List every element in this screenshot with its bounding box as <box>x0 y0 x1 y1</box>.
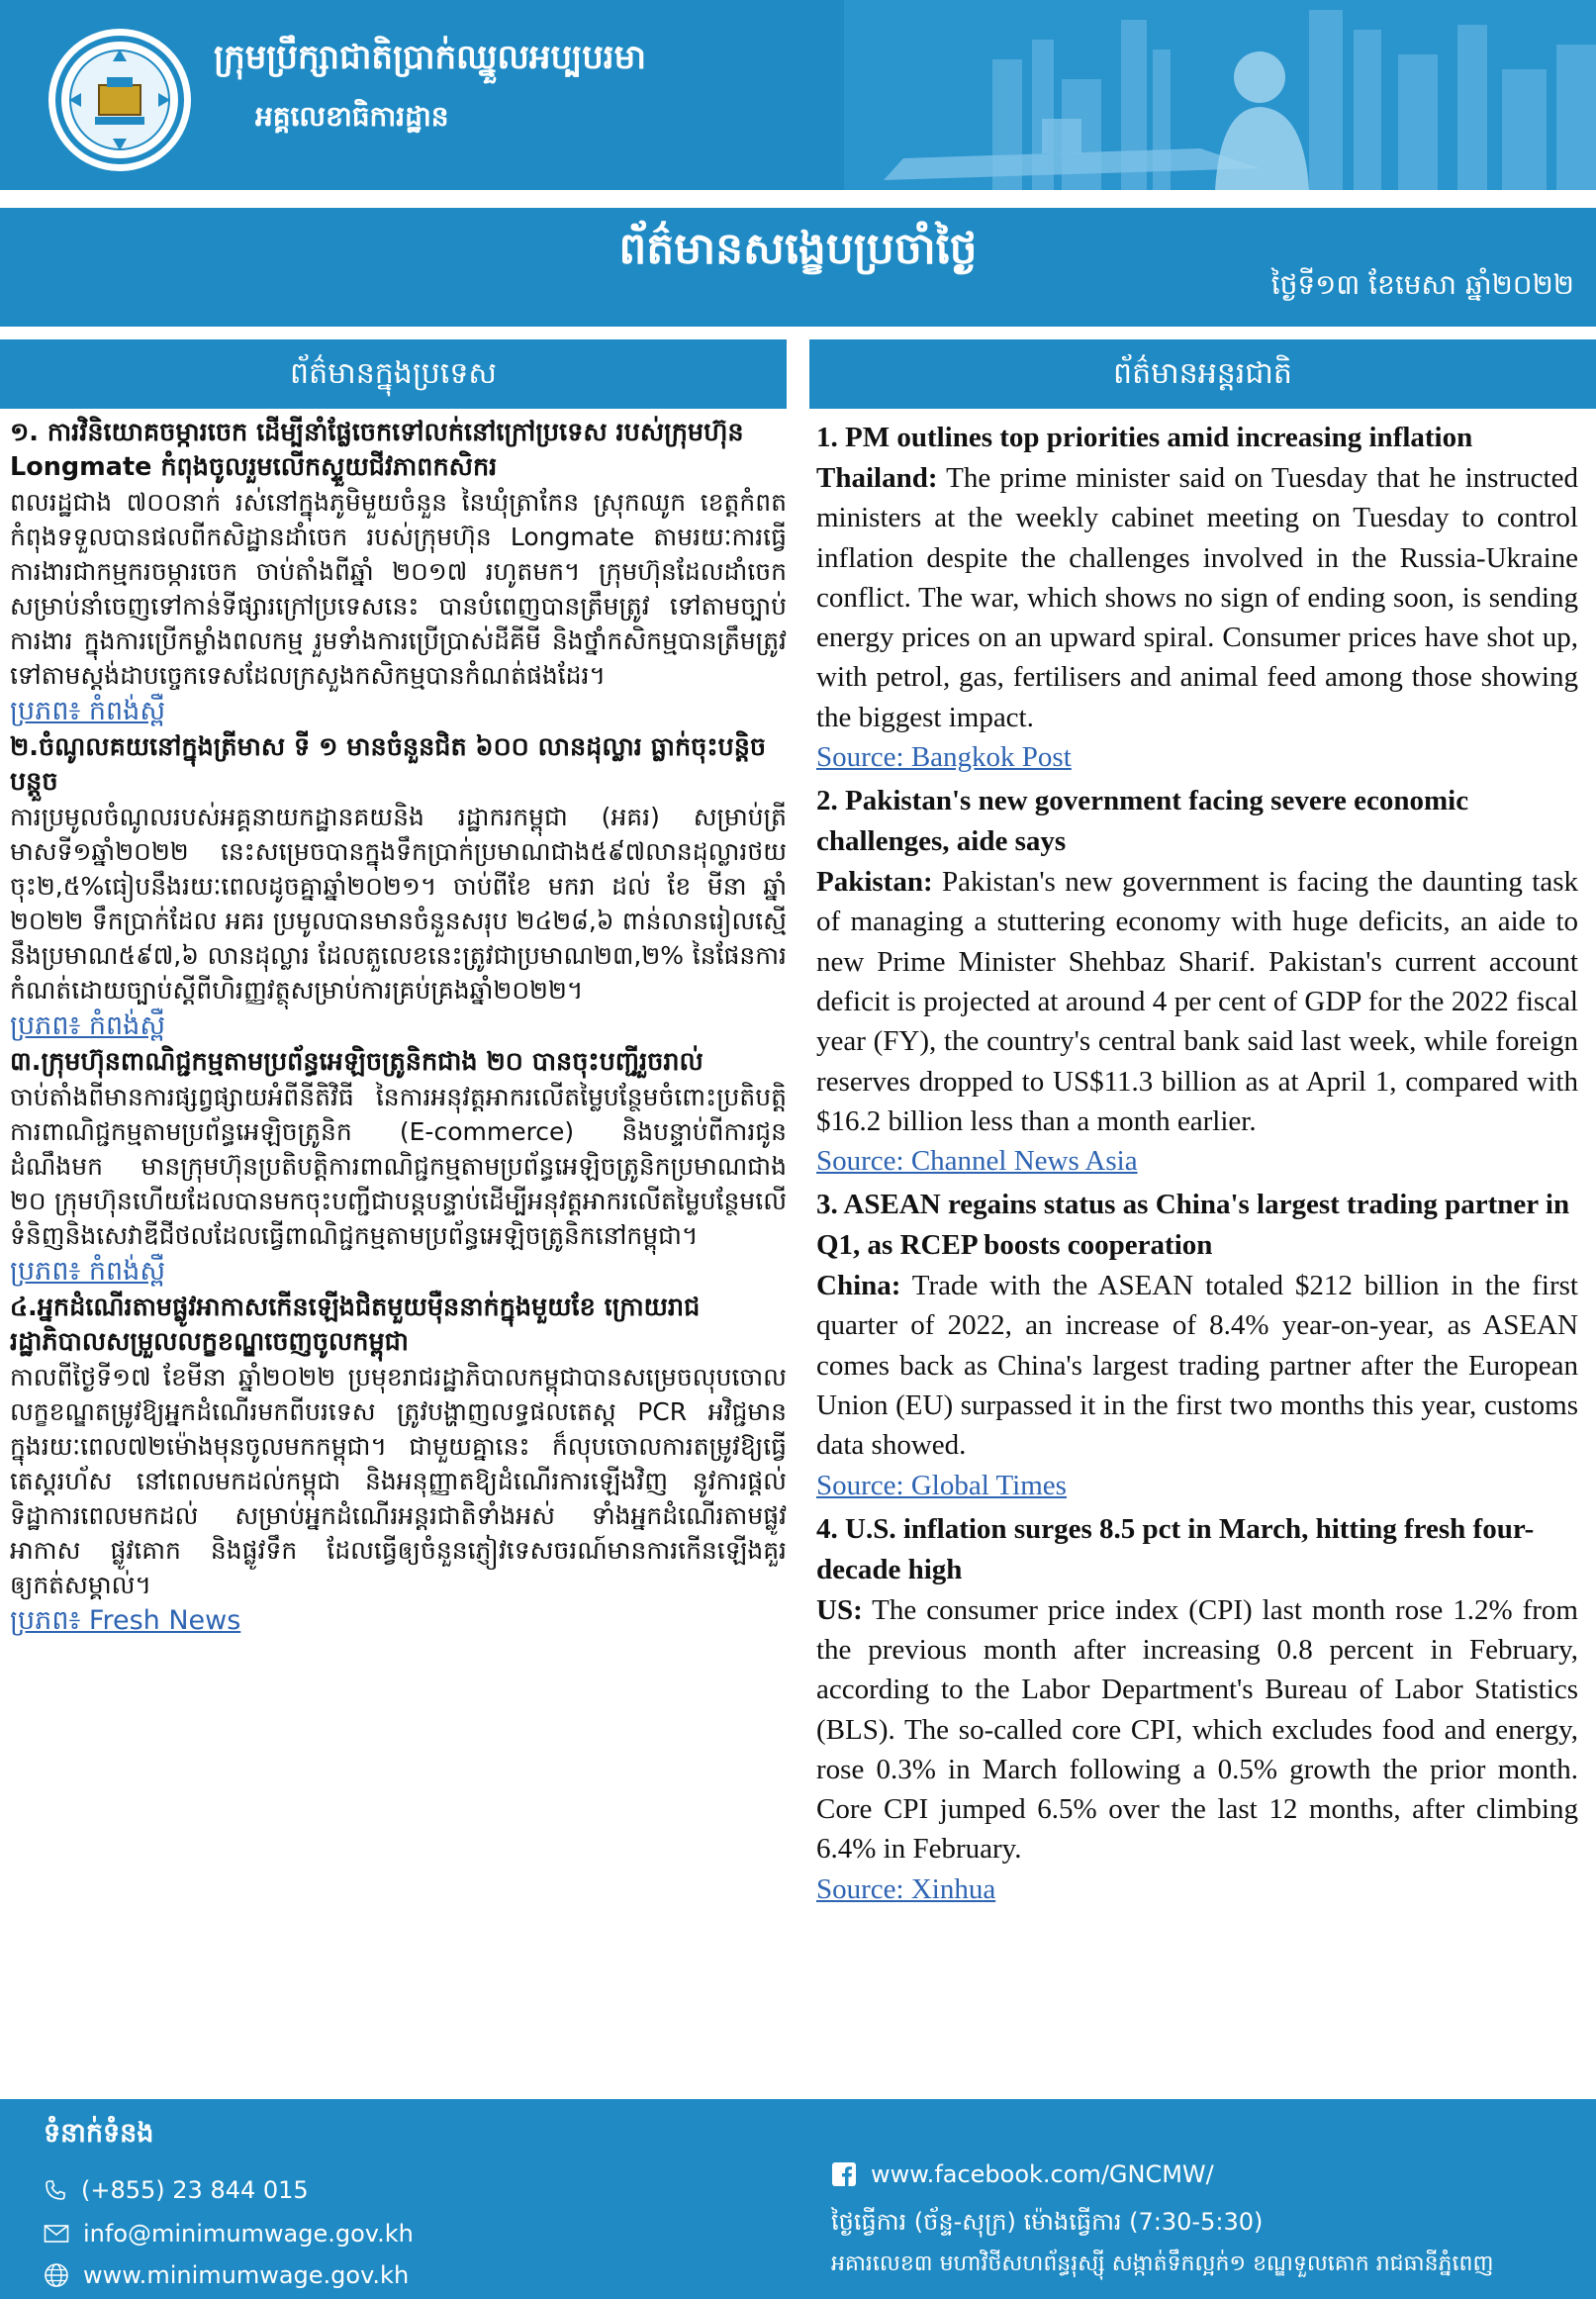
organization-subtitle: អគ្គលេខាធិការដ្ឋាន <box>255 100 449 133</box>
domestic-article <box>10 416 787 730</box>
envelope-icon <box>44 2223 69 2245</box>
source-link[interactable]: ប្រភព៖ កំពង់ស្ពឺ <box>10 696 166 726</box>
page-header <box>0 0 1596 190</box>
email-contact[interactable] <box>44 2220 414 2248</box>
international-article <box>816 1185 1578 1505</box>
article-country: US: <box>816 1593 863 1626</box>
domestic-news-column <box>10 416 787 1640</box>
article-body: ចាប់តាំងពីមានការផ្សព្វផ្សាយអំពីនីតិវិធី នៃការអនុវត្តអាករលើតម្លៃបន្ថែមចំពោះប្រតិបត្តិការពាណិជ្ជកម្មតាមប្រព័ន្ធអេឡិចត្រូនិក (E-commerce) និងបន្ទាប់ពីការជូនដំណឹងមក មានក្រុមហ៊ុនប្រតិបត្តិការពាណិជ្ជកម្មតាមប្រព័ន្ធអេឡិចត្រូនិកប្រមាណជាង ២០ ក្រុមហ៊ុនហើយដែលបានមកចុះបញ្ជីជាបន្តបន្ទាប់ដើម្បីអនុវត្តអាករលើតម្លៃបន្ថែមលើទំនិញនិងសេវាឌីជីថលដែលធ្វើពាណិជ្ជកម្មតាមប្រព័ន្ធអេឡិចត្រូនិកនៅកម្ពុជា។ <box>10 1083 787 1250</box>
article-body <box>816 862 1578 1141</box>
website-url: www.minimumwage.gov.kh <box>83 2261 410 2289</box>
email-address: info@minimumwage.gov.kh <box>83 2220 414 2248</box>
phone-icon <box>44 2178 67 2202</box>
facebook-contact[interactable] <box>831 2160 1214 2188</box>
article-body <box>816 458 1578 737</box>
title-band <box>0 208 1596 327</box>
article-country: Pakistan: <box>816 866 933 899</box>
article-heading: 1. PM outlines top priorities amid increasing inflation <box>816 422 1473 453</box>
globe-icon <box>44 2262 69 2288</box>
issue-date: ថ្ងៃទី១៣ ខែមេសា ឆ្នាំ២០២២ <box>1270 268 1574 301</box>
facebook-url: www.facebook.com/GNCMW/ <box>871 2160 1214 2188</box>
article-heading: ៤.អ្នកដំណើរតាមផ្លូវអាកាសកើនឡើងជិតមួយម៉ឺននាក់ក្នុងមួយខែ ក្រោយរាជរដ្ឋាភិបាលសម្រួលលក្ខខណ្ឌចេញចូលកម្ពុជា <box>10 1293 701 1357</box>
article-body: ការប្រមូលចំណូលរបស់អគ្គនាយកដ្ឋានគយនិង រដ្ឋាករកម្ពុជា (អគរ) សម្រាប់ត្រីមាសទី១ឆ្នាំ២០២២ នេះសម្រេចបានក្នុងទឹកប្រាក់ប្រមាណជាង៥៩៧លានដុល្លារថយចុះ២,៥%ធៀបនឹងរយៈពេលដូចគ្នាឆ្នាំ២០២១។ ចាប់ពីខែ មករា ដល់ ខែ មីនា ឆ្នាំ ២០២២ ទឹកប្រាក់ដែល អគរ ប្រមូលបានមានចំនួនសរុប ២៤២៨,៦ ពាន់លានរៀលស្មើនឹងប្រមាណ៥៩៧,៦ លានដុល្លារ ដែលតួលេខនេះត្រូវជាប្រមាណ២៣,២% នៃផែនការកំណត់ដោយច្បាប់ស្តីពីហិរញ្ញវត្ថុសម្រាប់ការគ្រប់គ្រងឆ្នាំ២០២២។ <box>10 803 787 1005</box>
domestic-article <box>10 1291 787 1640</box>
domestic-article <box>10 730 787 1045</box>
working-hours: ថ្ងៃធ្វើការ (ច័ន្ទ-សុក្រ) ម៉ោងធ្វើការ (7:30-5:30) <box>831 2208 1264 2236</box>
international-news-header: ព័ត៌មានអន្តរជាតិ <box>809 339 1596 409</box>
source-link[interactable]: Source: Channel News Asia <box>816 1145 1138 1178</box>
article-body <box>816 1266 1578 1465</box>
article-heading: ១. ការវិនិយោគចម្ការចេក ដើម្បីនាំផ្លែចេកទៅលក់នៅក្រៅប្រទេស របស់ក្រុមហ៊ុន Longmate កំពុងចូលរួមលើកស្ទួយជីវភាពកសិករ <box>10 418 744 482</box>
international-article <box>816 1509 1578 1910</box>
article-heading: 3. ASEAN regains status as China's largest trading partner in Q1, as RCEP boosts cooperation <box>816 1189 1570 1262</box>
page-footer <box>0 2099 1596 2299</box>
article-text: The consumer price index (CPI) last month rose 1.2% from the previous month after increasing 0.8 percent in February, according to the Labor Department's Bureau of Labor Statistics (BLS). The so-called core CPI, which excludes food and energy, rose 0.3% in March following a 0.5% growth the prior month. Core CPI jumped 6.5% over the last 12 months, after climbing 6.4% in February. <box>816 1593 1578 1866</box>
international-article <box>816 781 1578 1182</box>
article-heading: 2. Pakistan's new government facing severe economic challenges, aide says <box>816 785 1469 858</box>
phone-contact[interactable] <box>44 2176 309 2204</box>
source-link[interactable]: ប្រភព៖ កំពង់ស្ពឺ <box>10 1010 166 1041</box>
phone-number: (+855) 23 844 015 <box>81 2176 309 2204</box>
article-text: The prime minister said on Tuesday that he instructed ministers at the weekly cabinet meeting on Tuesday to control inflation despite the challenges involved in the Russia-Ukraine conflict. The war, which shows no sign of ending soon, is sending energy prices on an upward spiral. Consumer prices have shot up, with petrol, gas, fertilisers and animal feed among those showing the biggest impact. <box>816 462 1578 733</box>
source-link[interactable]: Source: Xinhua <box>816 1872 996 1905</box>
website-contact[interactable] <box>44 2261 409 2289</box>
source-link[interactable]: Source: Bangkok Post <box>816 741 1072 774</box>
source-link[interactable]: ប្រភព៖ Fresh News <box>10 1605 241 1636</box>
gncmw-logo <box>47 28 192 172</box>
article-body: កាលពីថ្ងៃទី១៧ ខែមីនា ឆ្នាំ២០២២ ប្រមុខរាជរដ្ឋាភិបាលកម្ពុជាបានសម្រេចលុបចោលលក្ខខណ្ឌតម្រូវឱ្យអ្នកដំណើរមកពីបរទេស ត្រូវបង្ហាញលទ្ធផលតេស្ត PCR អវិជ្ជមាន ក្នុងរយៈពេល៧២ម៉ោងមុនចូលមកកម្ពុជា។ ជាមួយគ្នានេះ ក៏លុបចោលការតម្រូវឱ្យធ្វើតេស្តរហ័ស នៅពេលមកដល់កម្ពុជា និងអនុញ្ញាតឱ្យដំណើរការឡើងវិញ នូវការផ្តល់ទិដ្ឋាការពេលមកដល់ សម្រាប់អ្នកដំណើរអន្តរជាតិទាំងអស់ ទាំងអ្នកដំណើរតាមផ្លូវអាកាស ផ្លូវគោក និងផ្លូវទឹក ដែលធ្វើឲ្យចំនួនភ្ញៀវទេសចរណ៍មានការកើនឡើងគួរឲ្យកត់សម្គាល់។ <box>10 1363 787 1599</box>
organization-name: ក្រុមប្រឹក្សាជាតិប្រាក់ឈ្នួលអប្បបរមា <box>214 38 646 77</box>
article-country: Thailand: <box>816 462 938 494</box>
international-news-column <box>816 418 1578 1913</box>
source-link[interactable]: Source: Global Times <box>816 1469 1067 1501</box>
article-heading: ២.ចំណូលគយនៅក្នុងត្រីមាស ទី ១ មានចំនួនជិត ៦០០ លានដុល្លារ ធ្លាក់ចុះបន្តិចបន្តួច <box>10 732 767 797</box>
article-heading: ៣.ក្រុមហ៊ុនពាណិជ្ជកម្មតាមប្រព័ន្ធអេឡិចត្រូនិកជាង ២០ បានចុះបញ្ជីរួចរាល់ <box>10 1047 704 1077</box>
facebook-icon <box>831 2161 857 2187</box>
article-country: China: <box>816 1270 901 1302</box>
article-text: Pakistan's new government is facing the daunting task of managing a stuttering economy with huge deficits, an aide to new Prime Minister Shehbaz Sharif. Pakistan's current account deficit is projected at around 4 per cent of GDP for the 2022 fiscal year (FY), the country's central bank said last week, while foreign reserves dropped to US$11.3 billion as at April 1, compared with $16.2 billion less than a month earlier. <box>816 866 1578 1137</box>
contact-title: ទំនាក់ទំនង <box>44 2118 154 2149</box>
office-address: អគារលេខ៣ មហាវិថីសហព័ន្ធរុស្ស៊ី សង្កាត់ទឹកល្អក់១ ខណ្ឌទួលគោក រាជធានីភ្នំពេញ <box>831 2251 1494 2276</box>
domestic-article <box>10 1045 787 1291</box>
page-title: ព័ត៌មានសង្ខេបប្រចាំថ្ងៃ <box>618 224 978 274</box>
article-body <box>816 1590 1578 1869</box>
domestic-news-header: ព័ត៌មានក្នុងប្រទេស <box>0 339 787 409</box>
article-text: Trade with the ASEAN totaled $212 billion in the first quarter of 2022, an increase of 8.4% year-on-year, as ASEAN comes back as China's largest trading partner after the European Union (EU) surpassed it in the first two months this year, customs data showed. <box>816 1270 1578 1462</box>
international-article <box>816 418 1578 778</box>
skyline-banner-image <box>844 0 1596 190</box>
source-link[interactable]: ប្រភព៖ កំពង់ស្ពឺ <box>10 1256 166 1287</box>
article-heading: 4. U.S. inflation surges 8.5 pct in March, hitting fresh four-decade high <box>816 1512 1535 1585</box>
article-body: ពលរដ្ឋជាង ៧០០នាក់ រស់នៅក្នុងភូមិមួយចំនួន នៃឃុំត្រាកែន ស្រុកឈូក ខេត្តកំពត កំពុងទទួលបានផលពីកសិដ្ឋានដាំចេក របស់ក្រុមហ៊ុន Longmate តាមរយៈការធ្វើការងារជាកម្មករចម្ការចេក ចាប់តាំងពីឆ្នាំ ២០១៧ រហូតមក។ ក្រុមហ៊ុនដែលដាំចេកសម្រាប់នាំចេញទៅកាន់ទីផ្សារក្រៅប្រទេសនេះ បានបំពេញបានត្រឹមត្រូវ ទៅតាមច្បាប់ការងារ ក្នុងការប្រើកម្លាំងពលកម្ម រួមទាំងការប្រើប្រាស់ដីគីមី និងថ្នាំកសិកម្មបានត្រឹមត្រូវ ទៅតាមស្តង់ដាបច្ចេកទេសដែលក្រសួងកសិកម្មបានកំណត់ផងដែរ។ <box>10 488 787 690</box>
